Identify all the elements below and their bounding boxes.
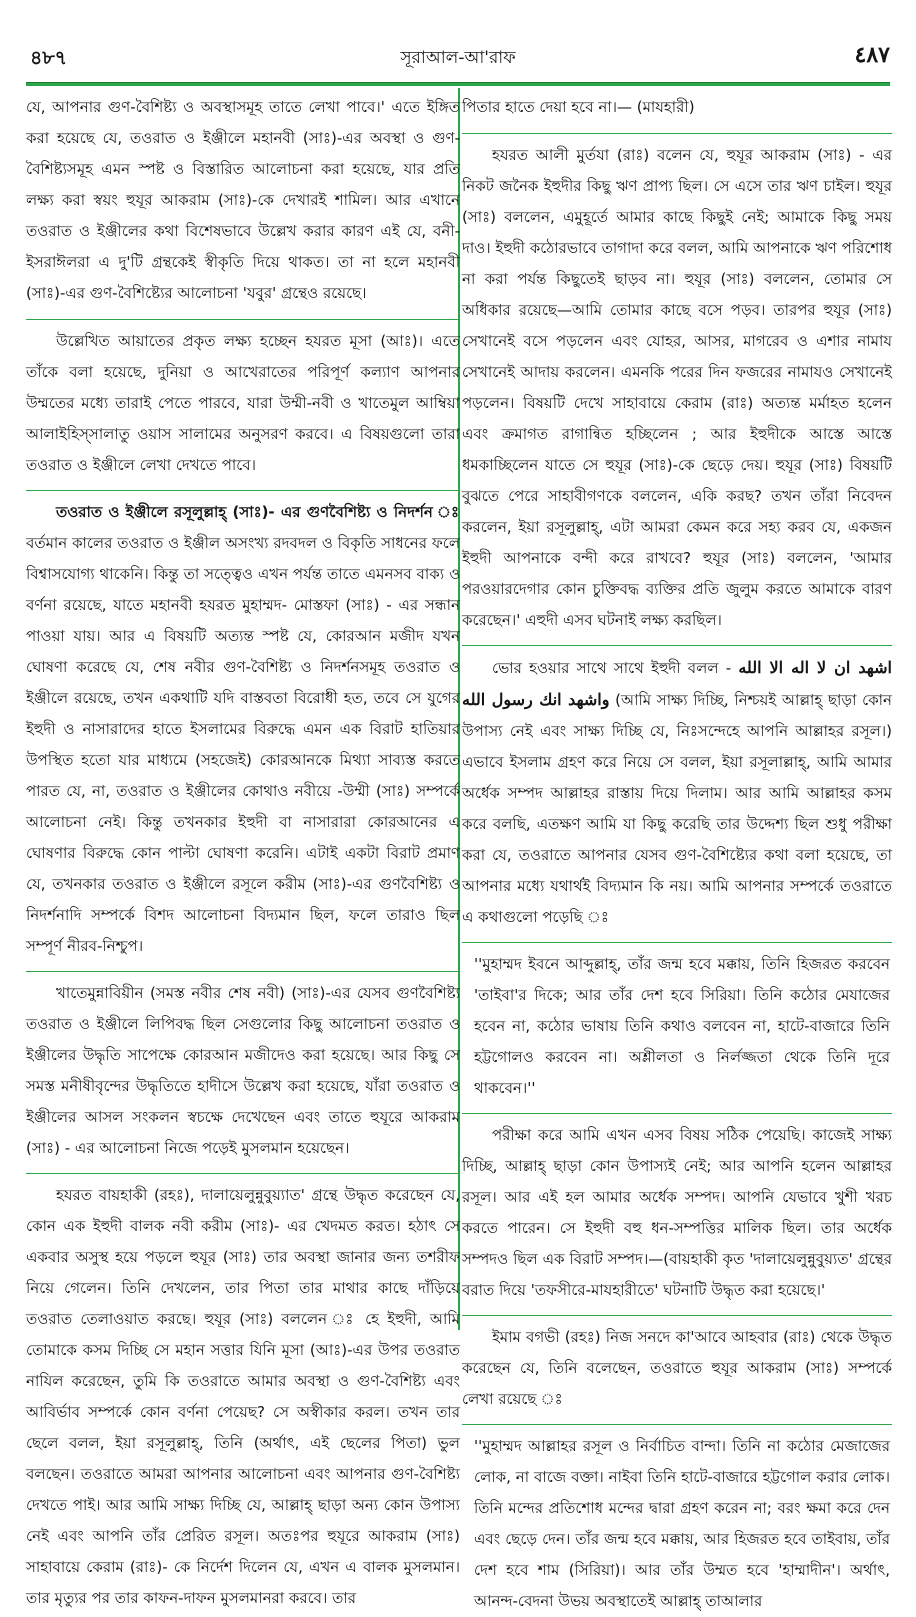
arabic-shahada-1: اشهد ان لا اله الا الله: [738, 658, 892, 677]
paragraph-text: বর্তমান কালের তওরাত ও ইঞ্জীল অসংখ্য রদবদল ও বিকৃতি সাধনের ফলে বিশ্বাসযোগ্য থাকেনি। কিন্তু তা সত্ত্বেও এখন পর্যন্ত তাতে এমনসব বাক্য ও বর্ণনা রয়েছে, যাতে মহানবী হযরত মুহাম্মদ- মোস্তফা (সাঃ) - এর সন্ধান পাওয়া যায়। আর এ বিষয়টি অত্যন্ত স্পষ্ট যে, কোরআন মজীদ যখন ঘোষণা করেছে যে, শেষ নবীর গুণ-বৈশিষ্ট্য ও নিদর্শনসমূহ তওরাত ও ইঞ্জীলে রয়েছে, তখন একথাটি যদি বাস্তবতা বিরোধী হত, তবে সে যুগের ইহুদী ও নাসারাদের হাতে ইসলামের বিরুদ্ধে এমন এক বিরাট হাতিয়ার উপস্থিত হতো যার মাধ্যমে (সহজেই) কোরআনকে মিথ্যা সাব্যস্ত করতে পারত যে, না, তওরাত ও ইঞ্জীলের কোথাও নবীয়ে -উম্মী (সাঃ) সম্পর্কে আলোচনা নেই। কিন্তু তখনকার ইহুদী বা নাসারারা কোরআনের এ ঘোষণার বিরুদ্ধে কোন পাল্টা ঘোষণা করেনি। এটাই একটা বিরাট প্রমাণ যে, তখনকার তওরাত ও ইঞ্জীলে রসূলে করীম (সাঃ)-এর গুণবৈশিষ্ট্য ও নিদর্শনাদি সম্পর্কে বিশদ আলোচনা বিদ্যমান ছিল, ফলে তারাও ছিল সম্পূর্ণ নীরব-নিশ্চুপ।: [26, 534, 460, 955]
paragraph-text: ভোর হওয়ার সাথে সাথে ইহুদী বলল -: [492, 659, 739, 677]
paragraph: খাতেমুন্নাবিয়ীন (সমস্ত নবীর শেষ নবী) (সাঃ)-এর যেসব গুণবৈশিষ্ট্য তওরাত ও ইঞ্জীলে লিপিবদ্ধ ছিল সেগুলোর কিছু আলোচনা তওরাত ও ইঞ্জীলের উদ্ধৃতি সাপেক্ষে কোরআন মজীদেও করা হয়েছে। আর কিছু সে সমস্ত মনীষীবৃন্দের উদ্ধৃতিতে হাদীসে উল্লেখ করা হয়েছে, যাঁরা তওরাত ও ইঞ্জীলের আসল সংকলন স্বচক্ষে দেখেছেন এবং তাতে হুযূরে আকরাম (সাঃ) - এর আলোচনা নিজে পড়েই মুসলমান হয়েছেন।: [26, 971, 460, 1164]
page-number-arabic: ٤٨٧: [854, 42, 890, 68]
page-header: [26, 36, 890, 76]
paragraph: [462, 645, 892, 933]
paragraph: পরীক্ষা করে আমি এখন এসব বিষয় সঠিক পেয়েছি। কাজেই সাক্ষ্য দিচ্ছি, আল্লাহ্‌ ছাড়া কোন উপাস্যই নেই; আর আপনি হলেন আল্লাহর রসূল। আর এই হল আমার অর্ধেক সম্পদ। আপনি যেভাবে খুশী খরচ করতে পারেন। সে ইহুদী বহু ধন-সম্পত্তির মালিক ছিল। তার অর্ধেক সম্পদও ছিল এক বিরাট সম্পদ।—(বায়হাকী কৃত 'দালায়েলুন্নুবুয়্যত' গ্রন্থের বরাত দিয়ে 'তফসীরে-মাযহারীতে' ঘটনাটি উদ্ধৃত করা হয়েছে।': [462, 1113, 892, 1306]
page-number-bengali: ৪৮৭: [30, 47, 68, 69]
paragraph: যে, আপনার গুণ-বৈশিষ্ট্য ও অবস্থাসমূহ তাতে লেখা পাবে।' এতে ইঙ্গিত করা হয়েছে যে, তওরাত ও ইঞ্জীলে মহানবী (সাঃ)-এর অবস্থা ও গুণ-বৈশিষ্ট্যসমূহ এমন স্পষ্ট ও বিস্তারিত আলোচনা করা হয়েছে, যার প্রতি লক্ষ্য করা স্বয়ং হুযূর আকরাম (সাঃ)-কে দেখারই শামিল। আর এখানে তওরাত ও ইঞ্জীলের কথা বিশেষভাবে উল্লেখ করার কারণ এই যে, বনী-ইসরাঈলরা এ দু'টি গ্রন্থকেই স্বীকৃতি দিয়ে থাকত। তা না হলে মহানবী (সাঃ)-এর গুণ-বৈশিষ্ট্যের আলোচনা 'যবুর' গ্রন্থেও রয়েছে।: [26, 98, 460, 302]
paragraph: হযরত আলী মুর্তযা (রাঃ) বলেন যে, হুযূর আকরাম (সাঃ) - এর নিকট জনৈক ইহুদীর কিছু ঋণ প্রাপ্য ছিল। সে এসে তার ঋণ চাইল। হুযূর (সাঃ) বললেন, এমুহূর্তে আমার কাছে কিছুই নেই; আমাকে কিছু সময় দাও। ইহুদী কঠোরভাবে তাগাদা করে বলল, আমি আপনাকে ঋণ পরিশোধ না করা পর্যন্ত কিছুতেই ছাড়ব না। হুযূর (সাঃ) বললেন, তোমার সে অধিকার রয়েছে—আমি তোমার কাছে বসে পড়ব। তারপর হুযূর (সাঃ) সেখানেই বসে পড়লেন এবং যোহর, আসর, মাগরেব ও এশার নামায সেখানেই আদায় করলেন। এমনকি পরের দিন ফজরের নামাযও সেখানেই পড়লেন। বিষয়টি দেখে সাহাবায়ে কেরাম (রাঃ) অত্যন্ত মর্মাহত হলেন এবং ক্রমাগত রাগান্বিত হচ্ছিলেন ; আর ইহুদীকে আস্তে আস্তে ধমকাচ্ছিলেন যাতে সে হুযূর (সাঃ)-কে ছেড়ে দেয়। হুযূর (সাঃ) বিষয়টি বুঝতে পেরে সাহাবীগণকে বললেন, একি করছ? তখন তাঁরা নিবেদন করলেন, ইয়া রসূলুল্লাহ্‌, এটা আমরা কেমন করে সহ্য করব যে, একজন ইহুদী আপনাকে বন্দী করে রাখবে? হুযূর (সাঃ) বললেন, 'আমার পরওয়ারদেগার কোন চুক্তিবদ্ধ ব্যক্তির প্রতি জুলুম করতে আমাকে বারণ করেছেন।' এহুদী এসব ঘটনাই লক্ষ্য করছিল।: [462, 133, 892, 636]
paragraph: পিতার হাতে দেয়া হবে না।— (মাযহারী): [462, 98, 695, 116]
paragraph: হযরত বায়হাকী (রহঃ), দালায়েলুন্নুবুয়্যাত' গ্রন্থে উদ্ধৃত করেছেন যে, কোন এক ইহুদী বালক নবী করীম (সাঃ)- এর খেদমত করত। হঠাৎ সে একবার অসুস্থ হয়ে পড়লে হুযূর (সাঃ) তার অবস্থা জানার জন্য তশরীফ নিয়ে গেলেন। তিনি দেখলেন, তার পিতা তার মাথার কাছে দাঁড়িয়ে তওরাত তেলাওয়াত করছে। হুযূর (সাঃ) বললেন ঃ হে ইহুদী, আমি তোমাকে কসম দিচ্ছি সে মহান সত্তার যিনি মূসা (আঃ)-এর উপর তওরাত নাযিল করেছেন, তুমি কি তওরাতে আমার অবস্থা ও গুণ-বৈশিষ্ট্য এবং আবির্ভাব সম্পর্কে কোন বর্ণনা পেয়েছ? সে অস্বীকার করল। তখন তার ছেলে বলল, ইয়া রসূলুল্লাহ্‌, তিনি (অর্থাৎ, এই ছেলের পিতা) ভুল বলছেন। তওরাতে আমরা আপনার আলোচনা এবং আপনার গুণ-বৈশিষ্ট্য দেখতে পাই। আর আমি সাক্ষ্য দিচ্ছি যে, আল্লাহ্‌ ছাড়া অন্য কোন উপাস্য নেই এবং আপনি তাঁর প্রেরিত রসূল। অতঃপর হুযূরে আকরাম (সাঃ) সাহাবায়ে কেরাম (রাঃ)- কে নির্দেশ দিলেন যে, এখন এ বালক মুসলমান। তার মৃত্যুর পর তার কাফন-দাফন মুসলমানরা করবে। তার: [26, 1173, 460, 1614]
paragraph: ইমাম বগভী (রহঃ) নিজ সনদে কা'আবে আহবার (রাঃ) থেকে উদ্ধৃত করেছেন যে, তিনি বলেছেন, তওরাতে হুযূর আকরাম (সাঃ) সম্পর্কে লেখা রয়েছে ঃ: [462, 1315, 892, 1415]
section-heading: তওরাত ও ইঞ্জীলে রসূলুল্লাহ্‌ (সাঃ)- এর গুণবৈশিষ্ট্য ও নিদর্শন ঃ: [56, 503, 460, 521]
arabic-shahada-2: واشهد انك رسول الله: [462, 690, 610, 709]
quotation: ''মুহাম্মদ আল্লাহর রসূল ও নির্বাচিত বান্দা। তিনি না কঠোর মেজাজের লোক, না বাজে বক্তা। নাইবা তিনি হাটে-বাজারে হট্টগোল করার লোক। তিনি মন্দের প্রতিশোধ মন্দের দ্বারা গ্রহণ করেন না; বরং ক্ষমা করে দেন এবং ছেড়ে দেন। তাঁর জন্ম হবে মক্কায়, আর হিজরত হবে তাইবায়, তাঁর দেশ হবে শাম (সিরিয়া)। আর তাঁর উম্মত হবে 'হাম্মাদীন'। অর্থাৎ, আনন্দ-বেদনা উভয় অবস্থাতেই আল্লাহ্‌ তাআলার: [462, 1424, 892, 1617]
paragraph-text: (আমি সাক্ষ্য দিচ্ছি, নিশ্চয়ই আল্লাহ্‌ ছাড়া কোন উপাস্য নেই এবং সাক্ষ্য দিচ্ছি যে, নিঃসন্দেহে আপনি আল্লাহর রসূল।) এভাবে ইসলাম গ্রহণ করে নিয়ে সে বলল, ইয়া রসূলাল্লাহ্‌, আমি আমার অর্ধেক সম্পদ আল্লাহর রাস্তায় দিয়ে দিলাম। আর আমি আল্লাহর কসম করে বলছি, এতক্ষণ আমি যা কিছু করেছি তার উদ্দেশ্য ছিল শুধু পরীক্ষা করা যে, তওরাতে আপনার যেসব গুণ-বৈশিষ্ট্যের কথা বলা হয়েছে, তা আপনার মধ্যে যথার্থই বিদ্যমান কি নয়। আমি আপনার সম্পর্কে তওরাতে এ কথাগুলো পড়েছি ঃ: [462, 691, 892, 926]
surah-title: সূরাআল-আ'রাফ: [400, 48, 516, 68]
right-column: [462, 92, 892, 1610]
quotation: ''মুহাম্মদ ইবনে আব্দুল্লাহ্‌, তাঁর জন্ম হবে মক্কায়, তিনি হিজরত করবেন 'তাইবা'র দিকে; আর তাঁর দেশ হবে সিরিয়া। তিনি কঠোর মেযাজের হবেন না, কঠোর ভাষায় তিনি কথাও বলবেন না, হাটে-বাজারে তিনি হট্টগোলও করবেন না। অশ্লীলতা ও নির্লজ্জতা থেকে তিনি দূরে থাকবেন।'': [462, 942, 892, 1104]
paragraph: উল্লেখিত আয়াতের প্রকৃত লক্ষ্য হচ্ছেন হযরত মূসা (আঃ)। এতে তাঁকে বলা হয়েছে, দুনিয়া ও আখেরাতের পরিপূর্ণ কল্যাণ আপনার উম্মতের মধ্যে তারাই পেতে পারবে, যারা উম্মী-নবী ও খাতেমুল আম্বিয়া আলাইহিস্‌সালাতু ওয়াস সালামের অনুসরণ করবে। এ বিষয়গুলো তারা তওরাত ও ইঞ্জীলে লেখা দেখতে পাবে।: [26, 319, 460, 481]
paragraph: [26, 490, 460, 962]
header-rule: [26, 82, 890, 86]
left-column: [26, 92, 460, 1607]
